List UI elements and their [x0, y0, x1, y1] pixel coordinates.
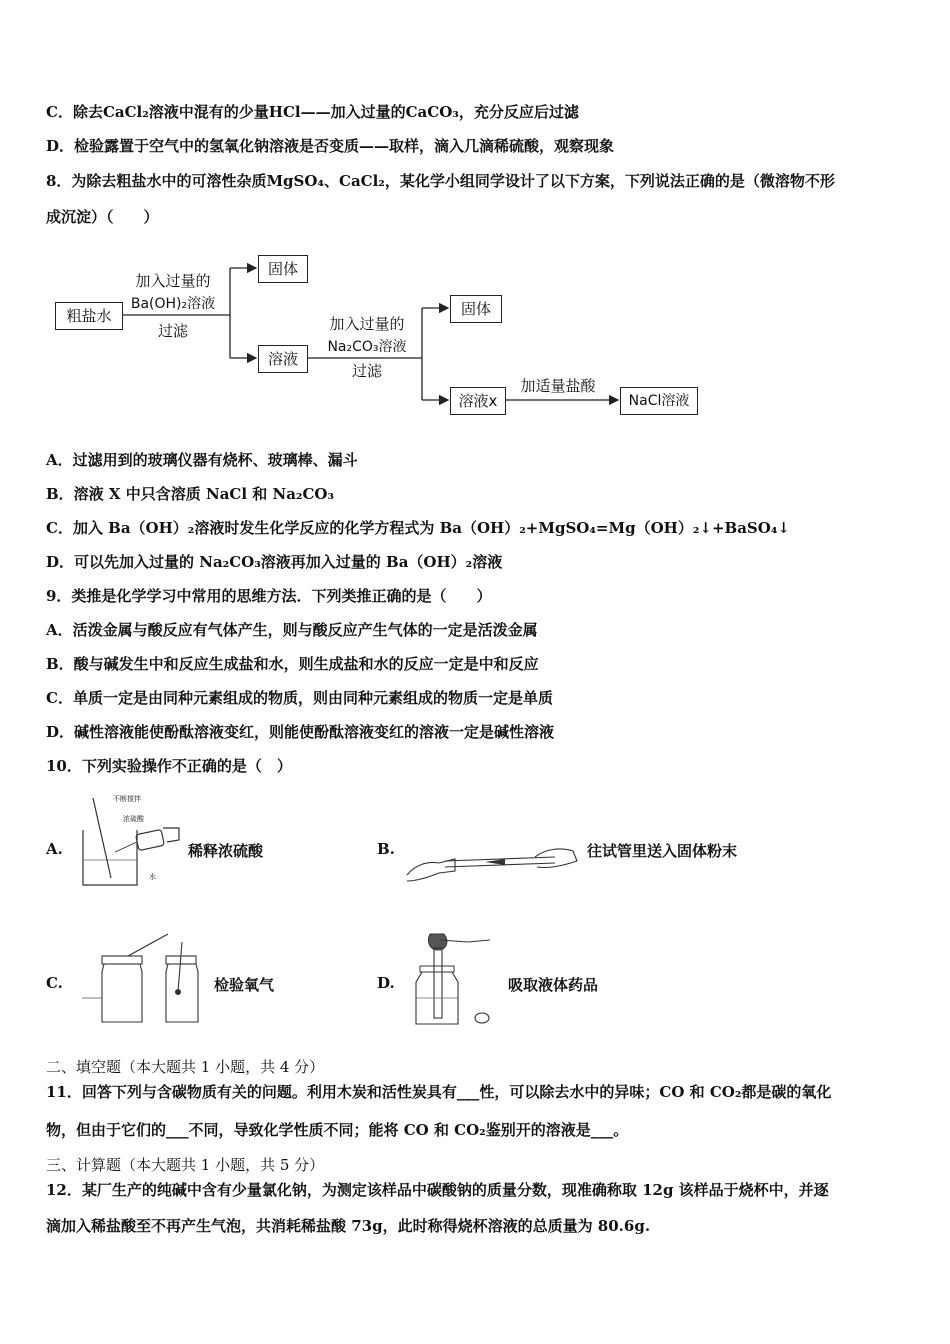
flow-solid-2: 固体: [450, 295, 502, 323]
q7-option-d: D．检验露置于空气中的氢氧化钠溶液是否变质——取样，滴入几滴稀硫酸，观察现象: [46, 137, 615, 155]
q10-option-a-caption: 稀释浓硫酸: [188, 842, 264, 860]
flow-step2-label-top: 加入过量的: [329, 315, 405, 333]
flow-step1-label-bot: 过滤: [157, 322, 188, 340]
q8-option-a: A．过滤用到的玻璃仪器有烧杯、玻璃棒、漏斗: [46, 451, 358, 469]
q8-option-d: D．可以先加入过量的 Na₂CO₃溶液再加入过量的 Ba（OH）₂溶液: [46, 553, 503, 571]
flow-solution-x: 溶液x: [450, 387, 506, 415]
flow-solid-1: 固体: [258, 255, 308, 283]
flow-crude-brine: 粗盐水: [55, 302, 123, 330]
flow-nacl-solution: NaCl溶液: [620, 387, 698, 415]
powder-tube-figure: [405, 835, 580, 885]
q10-option-b-label: B.: [377, 840, 395, 858]
q8-option-c: C．加入 Ba（OH）₂溶液时发生化学反应的化学方程式为 Ba（OH）₂+MgSO₄=Mg（OH）₂↓+BaSO₄↓: [46, 519, 790, 537]
q7-option-c: C．除去CaCl₂溶液中混有的少量HCl——加入过量的CaCO₃，充分反应后过滤: [46, 103, 579, 121]
section-2-title: 二、填空题（本大题共 1 小题，共 4 分）: [46, 1058, 325, 1076]
q9-option-a: A．活泼金属与酸反应有气体产生，则与酸反应产生气体的一定是活泼金属: [46, 621, 538, 639]
flow-step1-label-mid: Ba(OH)₂溶液: [130, 296, 216, 312]
q10-stem: 10．下列实验操作不正确的是（ ）: [46, 757, 292, 775]
q8-flowchart: [50, 250, 710, 420]
q11-line1: 11．回答下列与含碳物质有关的问题。利用木炭和活性炭具有___性，可以除去水中的异味；CO 和 CO₂都是碳的氧化: [46, 1083, 832, 1101]
q9-option-c: C．单质一定是由同种元素组成的物质，则由同种元素组成的物质一定是单质: [46, 689, 553, 707]
q10-option-c-label: C.: [46, 974, 63, 992]
q10-option-b-caption: 往试管里送入固体粉末: [587, 842, 738, 860]
section-3-title: 三、计算题（本大题共 1 小题，共 5 分）: [46, 1156, 325, 1174]
q9-option-b: B．酸与碱发生中和反应生成盐和水，则生成盐和水的反应一定是中和反应: [46, 655, 539, 673]
q10-option-a-label: A.: [46, 840, 63, 858]
q8-stem-line2: 成沉淀）（ ）: [46, 208, 159, 226]
q12-line1: 12．某厂生产的纯碱中含有少量氯化钠，为测定该样品中碳酸钠的质量分数，现准确称取 12g 该样品于烧杯中，并逐: [46, 1181, 829, 1199]
q10-option-d-caption: 吸取液体药品: [508, 976, 599, 994]
flow-step3-label: 加适量盐酸: [520, 377, 596, 395]
q10-option-c-caption: 检验氧气: [214, 976, 275, 994]
flow-solution-1: 溶液: [258, 345, 308, 373]
q8-option-b: B．溶液 X 中只含溶质 NaCl 和 Na₂CO₃: [46, 485, 335, 503]
oxygen-test-figure: [78, 932, 208, 1027]
acid-tag: 浓硫酸: [123, 815, 144, 823]
q10-option-d-label: D.: [377, 974, 395, 992]
q12-line2: 滴加入稀盐酸至不再产生气泡，共消耗稀盐酸 73g，此时称得烧杯溶液的总质量为 80.6g.: [46, 1217, 651, 1235]
dilute-acid-figure: [75, 790, 185, 890]
water-tag: 水: [149, 873, 156, 881]
q8-stem-line1: 8．为除去粗盐水中的可溶性杂质MgSO₄、CaCl₂，某化学小组同学设计了以下方案，下列说法正确的是（微溶物不形: [46, 172, 835, 190]
q9-stem: 9．类推是化学学习中常用的思维方法．下列类推正确的是（ ）: [46, 587, 492, 605]
flow-step2-label-bot: 过滤: [351, 362, 382, 380]
dropper-figure: [408, 928, 503, 1028]
flow-step1-label-top: 加入过量的: [135, 272, 211, 290]
q11-line2: 物，但由于它们的___不同，导致化学性质不同；能将 CO 和 CO₂鉴别开的溶液是___。: [46, 1121, 629, 1139]
q9-option-d: D．碱性溶液能使酚酞溶液变红，则能使酚酞溶液变红的溶液一定是碱性溶液: [46, 723, 555, 741]
flow-step2-label-mid: Na₂CO₃溶液: [327, 339, 407, 355]
stir-tag: 不断搅拌: [113, 795, 141, 803]
